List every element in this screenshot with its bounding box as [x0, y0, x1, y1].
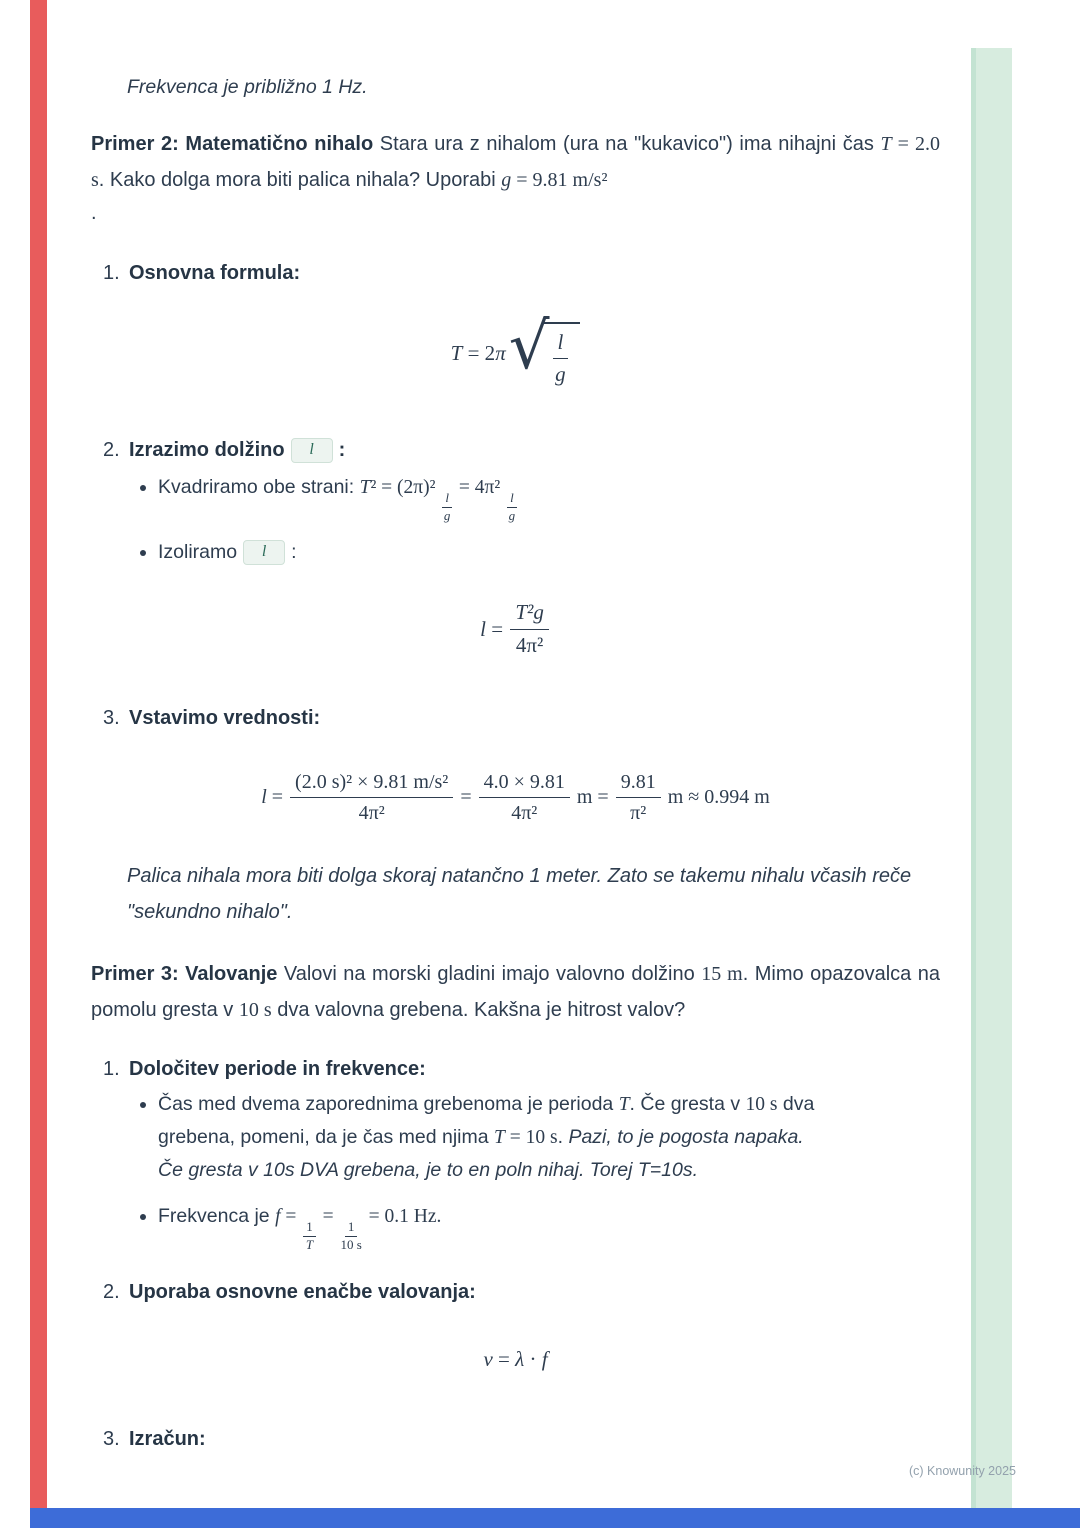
math-text: =	[317, 1206, 339, 1228]
document-content	[91, 0, 940, 1454]
label-colon: :	[291, 541, 297, 564]
fraction-denominator: g	[443, 507, 451, 523]
fraction-numerator: T²g	[510, 599, 548, 629]
list-item-label: Vstavimo vrednosti:	[129, 707, 321, 730]
list-number: 2.	[103, 438, 120, 461]
math-text: =	[455, 786, 477, 809]
fraction-numerator: l	[553, 329, 569, 359]
intro-note: Frekvenca je približno 1 Hz.	[127, 76, 368, 98]
math-var-T: T	[359, 476, 371, 498]
example2-trailing-dot: .	[91, 202, 97, 224]
fraction-denominator: 4π²	[358, 802, 385, 825]
math-var-l: l	[480, 616, 486, 641]
fraction-denominator: π²	[630, 802, 647, 825]
bullet-square-both-sides	[158, 471, 818, 524]
list-item-1	[103, 1054, 940, 1084]
fraction-denominator: g	[555, 362, 566, 387]
math-text: = 4π²	[453, 476, 506, 498]
bullet-text: dva grebena, pomeni, da je čas med njima	[158, 1093, 815, 1149]
math-text: =	[486, 616, 509, 641]
radical-sign-icon: √	[508, 310, 548, 384]
example3-text-3: dva valovna grebena. Kakšna je hitrost valov?	[271, 999, 686, 1022]
math-var-T: T	[494, 1127, 505, 1149]
math-period-value: = 10 s	[504, 1127, 558, 1149]
list-item-label: Izrazimo dolžino	[129, 438, 285, 461]
math-var-f: f	[275, 1206, 281, 1228]
formula-wave-speed	[91, 1347, 940, 1372]
example2-conclusion-note: Palica nihala mora biti dolga skoraj natančno 1 meter. Zato se takemu nihalu včasih reče "sekundno nihalo".	[127, 865, 912, 924]
fraction-1	[290, 769, 453, 826]
math-time-value: 10 s	[745, 1094, 778, 1116]
fraction-numerator: 4.0 × 9.81	[479, 769, 570, 798]
inline-fraction-1-over-T	[303, 1220, 316, 1253]
math-var-T: T	[880, 133, 892, 155]
bullet-text: Čas med dvema zaporednima grebenoma je perioda	[158, 1093, 619, 1116]
fraction-denominator: 10 s	[340, 1237, 362, 1252]
math-var-g: g	[501, 169, 512, 191]
inline-fraction-l-over-g	[442, 491, 452, 524]
list-number: 1.	[103, 262, 120, 284]
bullet-period-explanation	[158, 1088, 818, 1187]
math-gravity-value: = 9.81 m/s²	[511, 169, 608, 191]
fraction-numerator: 1	[345, 1220, 358, 1237]
bullet-text: .	[557, 1126, 569, 1149]
inline-fraction-l-over-g	[507, 491, 517, 524]
math-var-v: v	[483, 1346, 493, 1371]
math-var-f: f	[541, 1346, 548, 1371]
math-text: ² = (2π)²	[370, 476, 441, 498]
fraction-l-over-g	[553, 329, 569, 389]
list-number: 3.	[103, 1427, 120, 1450]
example3-paragraph	[91, 956, 940, 1028]
fraction-2	[479, 769, 570, 826]
math-var-lambda: λ	[515, 1346, 525, 1371]
copyright-notice: (c) Knowunity 2025	[908, 1464, 1016, 1478]
fraction-numerator: 1	[303, 1220, 316, 1237]
formula-length	[91, 599, 940, 659]
list-item-body	[129, 435, 940, 465]
list-number: 2.	[103, 1280, 120, 1303]
formula-insert-values	[91, 769, 940, 826]
radicand	[543, 322, 581, 389]
inline-fraction-1-over-10s	[340, 1220, 361, 1253]
fraction-T2g-over-4pi2	[510, 599, 548, 659]
length-variable-chip: l	[291, 438, 333, 463]
math-time-value: 10 s	[238, 999, 272, 1022]
list-number: 3.	[103, 707, 120, 730]
math-period-value: = 2.0 s	[91, 133, 940, 191]
example2-paragraph	[91, 126, 940, 198]
bullet-text: Kvadriramo obe strani:	[158, 475, 360, 498]
bullet-text: Izoliramo	[158, 541, 238, 564]
bottom-accent-bar	[30, 1508, 1080, 1528]
right-accent-stripe	[971, 48, 1012, 1510]
list-item-label: Določitev periode in frekvence:	[129, 1058, 426, 1081]
example3-bullet-list	[127, 1088, 818, 1253]
left-accent-stripe	[30, 0, 47, 1510]
example2-text-2: . Kako dolga mora biti palica nihala? Uporabi	[98, 169, 502, 191]
list-number: 1.	[103, 1058, 120, 1081]
example2-text-1: Stara ura z nihalom (ura na "kukavico") ima nihajni čas	[373, 133, 881, 155]
list-item-3	[103, 703, 940, 733]
math-text: ·	[524, 1346, 542, 1371]
math-var-pi: π	[495, 340, 506, 365]
bullet-frequency	[158, 1200, 818, 1253]
math-text: =	[266, 786, 289, 809]
fraction-numerator: 9.81	[616, 769, 661, 798]
example3-title: Primer 3: Valovanje	[91, 963, 278, 986]
fraction-denominator: 4π²	[515, 632, 544, 657]
math-text: = 2	[462, 340, 496, 365]
length-variable-chip: l	[243, 540, 285, 565]
list-item-label: Izračun:	[129, 1427, 206, 1450]
bullet-text: Frekvenca je	[158, 1205, 276, 1228]
example3-text-1: Valovi na morski gladini imajo valovno dolžino	[277, 963, 702, 986]
math-result: = 0.1 Hz.	[363, 1206, 442, 1228]
math-wavelength-value: 15 m	[701, 963, 743, 986]
bullet-text: . Če gresta v	[629, 1093, 746, 1116]
fraction-denominator: 4π²	[511, 802, 538, 825]
math-result: m ≈ 0.994 m	[662, 786, 770, 809]
example2-title: Primer 2: Matematično nihalo	[91, 133, 374, 155]
warning-note: Pazi, to je pogosta napaka. Če gresta v 10s DVA grebena, je to en poln nihaj. Torej T=10s.	[158, 1126, 804, 1182]
fraction-denominator: g	[508, 507, 516, 523]
list-item-3	[103, 1424, 940, 1454]
math-var-T: T	[618, 1094, 630, 1116]
math-text: =	[280, 1206, 302, 1228]
example2-bullet-list	[127, 471, 818, 570]
fraction-denominator: T	[305, 1237, 314, 1252]
fraction-numerator: l	[507, 491, 517, 508]
fraction-3	[616, 769, 661, 826]
list-item-2	[103, 1277, 940, 1307]
list-item-1	[103, 258, 940, 288]
fraction-numerator: l	[442, 491, 452, 508]
math-var-l: l	[261, 786, 267, 809]
bullet-isolate-l	[158, 536, 818, 569]
formula-pendulum-period	[91, 310, 940, 389]
label-colon: :	[338, 438, 346, 461]
example3-text-2: . Mimo opazovalca na pomolu gresta v	[91, 963, 940, 1022]
math-text: m =	[571, 786, 614, 809]
fraction-numerator: (2.0 s)² × 9.81 m/s²	[290, 769, 453, 798]
math-var-T: T	[450, 340, 463, 365]
list-item-label: Uporaba osnovne enačbe valovanja:	[129, 1280, 476, 1303]
math-text: =	[492, 1346, 516, 1371]
square-root	[508, 310, 581, 389]
list-item-2	[103, 435, 940, 465]
list-item-label: Osnovna formula:	[129, 262, 301, 284]
